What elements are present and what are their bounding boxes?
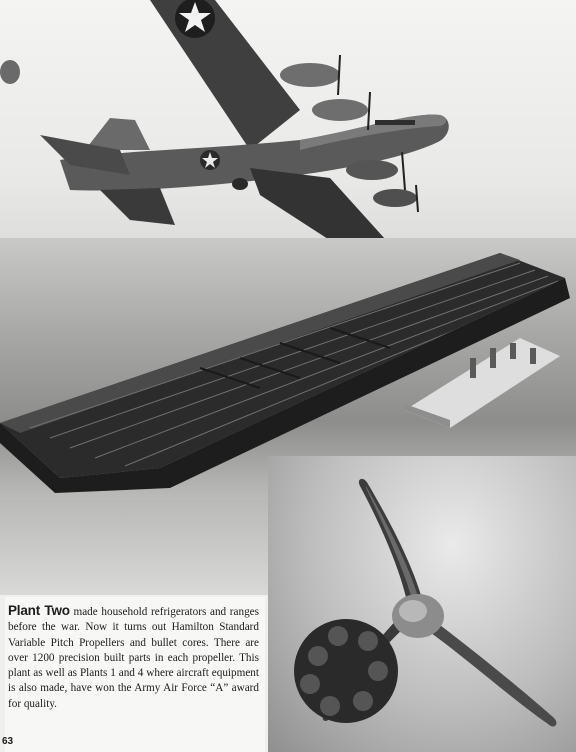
caption-body: made household refrigerators and ranges before the war. Now it turns out Hamilton Standard Variable Pitch Propellers and bullet cores. There are over 1200 precision built parts in each propeller. This plant as well as Plants 1 and 4 where aircraft equipment is also made, have won the Army Air Force “A” award for quality. [8, 606, 260, 710]
page-number: 63 [2, 736, 14, 747]
plant-photo-foreground [0, 500, 268, 595]
caption-lead-in: Plant Two [8, 603, 70, 618]
propeller-engine-photo [268, 456, 576, 752]
bomber-aircraft-photo [0, 0, 576, 250]
caption-paragraph [8, 603, 259, 712]
article-caption [5, 597, 265, 752]
